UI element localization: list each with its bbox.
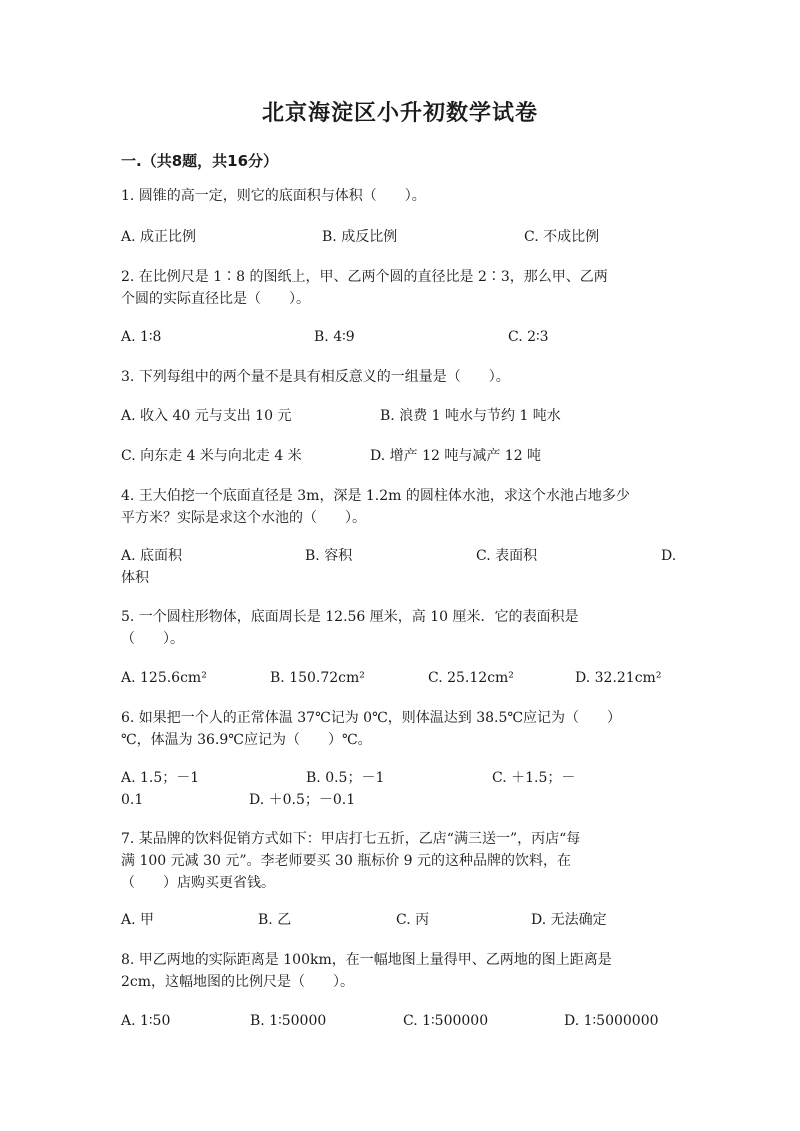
q5-option-d: D. 32.21cm² — [575, 670, 662, 686]
question-4-text: 4. 王大伯挖一个底面直径是 3m，深是 1.2m 的圆柱体水池，求这个水池占地多少 — [121, 488, 630, 504]
q8-option-c: C. 1∶500000 — [403, 1013, 489, 1029]
q4-option-d: D. — [661, 548, 677, 564]
q2-option-b: B. 4∶9 — [314, 329, 355, 345]
q2-option-c: C. 2∶3 — [508, 329, 549, 345]
question-5-text: 5. 一个圆柱形物体，底面周长是 12.56 厘米，高 10 厘米．它的表面积是 — [121, 609, 579, 625]
question-4-text: 平方米？实际是求这个水池的（ ）。 — [121, 510, 366, 526]
q7-option-c: C. 丙 — [396, 912, 430, 928]
section-heading: 一.（共8题，共16分） — [121, 152, 279, 170]
q3-option-c: C. 向东走 4 米与向北走 4 米 — [121, 448, 302, 464]
q5-option-a: A. 125.6cm² — [121, 670, 207, 686]
q7-option-d: D. 无法确定 — [531, 912, 607, 928]
question-1-text: 1. 圆锥的高一定，则它的底面积与体积（ ）。 — [121, 188, 426, 204]
exam-title: 北京海淀区小升初数学试卷 — [261, 101, 538, 126]
q6-option-d: D. ＋0.5；－0.1 — [249, 792, 356, 808]
q2-option-a: A. 1∶8 — [121, 329, 162, 345]
q3-option-a: A. 收入 40 元与支出 10 元 — [121, 408, 292, 424]
q4-option-c: C. 表面积 — [476, 548, 538, 564]
question-2-text: 个圆的实际直径比是（ ）。 — [121, 291, 310, 307]
q6-option-c: C. ＋1.5；－ — [492, 770, 576, 786]
q6-option-c-cont: 0.1 — [121, 792, 144, 808]
q8-option-a: A. 1∶50 — [121, 1013, 171, 1029]
question-6-text: 6. 如果把一个人的正常体温 37℃记为 0℃，则体温达到 38.5℃应记为（ ） — [121, 710, 622, 726]
question-8-text: 2cm，这幅地图的比例尺是（ ）。 — [121, 974, 355, 990]
q8-option-d: D. 1∶5000000 — [564, 1013, 659, 1029]
q4-option-d-text: 体积 — [121, 570, 149, 586]
question-5-text: （ ）。 — [121, 631, 184, 647]
q4-option-b: B. 容积 — [305, 548, 353, 564]
question-8-text: 8. 甲乙两地的实际距离是 100km，在一幅地图上量得甲、乙两地的图上距离是 — [121, 952, 612, 968]
q3-option-b: B. 浪费 1 吨水与节约 1 吨水 — [380, 408, 561, 424]
q1-option-a: A. 成正比例 — [121, 229, 197, 245]
q1-option-c: C. 不成比例 — [524, 229, 600, 245]
q4-option-a: A. 底面积 — [121, 548, 183, 564]
question-7-text: 7. 某品牌的饮料促销方式如下：甲店打七五折，乙店“满三送一”，丙店“每 — [121, 831, 581, 847]
q1-option-b: B. 成反比例 — [322, 229, 398, 245]
q6-option-b: B. 0.5；－1 — [306, 770, 385, 786]
question-6-text: ℃，体温为 36.9℃应记为（ ）℃。 — [121, 732, 372, 748]
question-2-text: 2. 在比例尺是 1∶8 的图纸上，甲、乙两个圆的直径比是 2∶3，那么甲、乙两 — [121, 269, 608, 285]
q7-option-a: A. 甲 — [121, 912, 155, 928]
question-3-text: 3. 下列每组中的两个量不是具有相反意义的一组量是（ ）。 — [121, 369, 510, 385]
q8-option-b: B. 1∶50000 — [250, 1013, 327, 1029]
question-7-text: 满 100 元减 30 元”。李老师要买 30 瓶标价 9 元的这种品牌的饮料，在 — [121, 853, 572, 869]
question-7-text: （ ）店购买更省钱。 — [121, 875, 275, 891]
q3-option-d: D. 增产 12 吨与减产 12 吨 — [370, 448, 542, 464]
q5-option-c: C. 25.12cm² — [428, 670, 514, 686]
q6-option-a: A. 1.5；－1 — [121, 770, 200, 786]
q7-option-b: B. 乙 — [258, 912, 292, 928]
q5-option-b: B. 150.72cm² — [270, 670, 365, 686]
